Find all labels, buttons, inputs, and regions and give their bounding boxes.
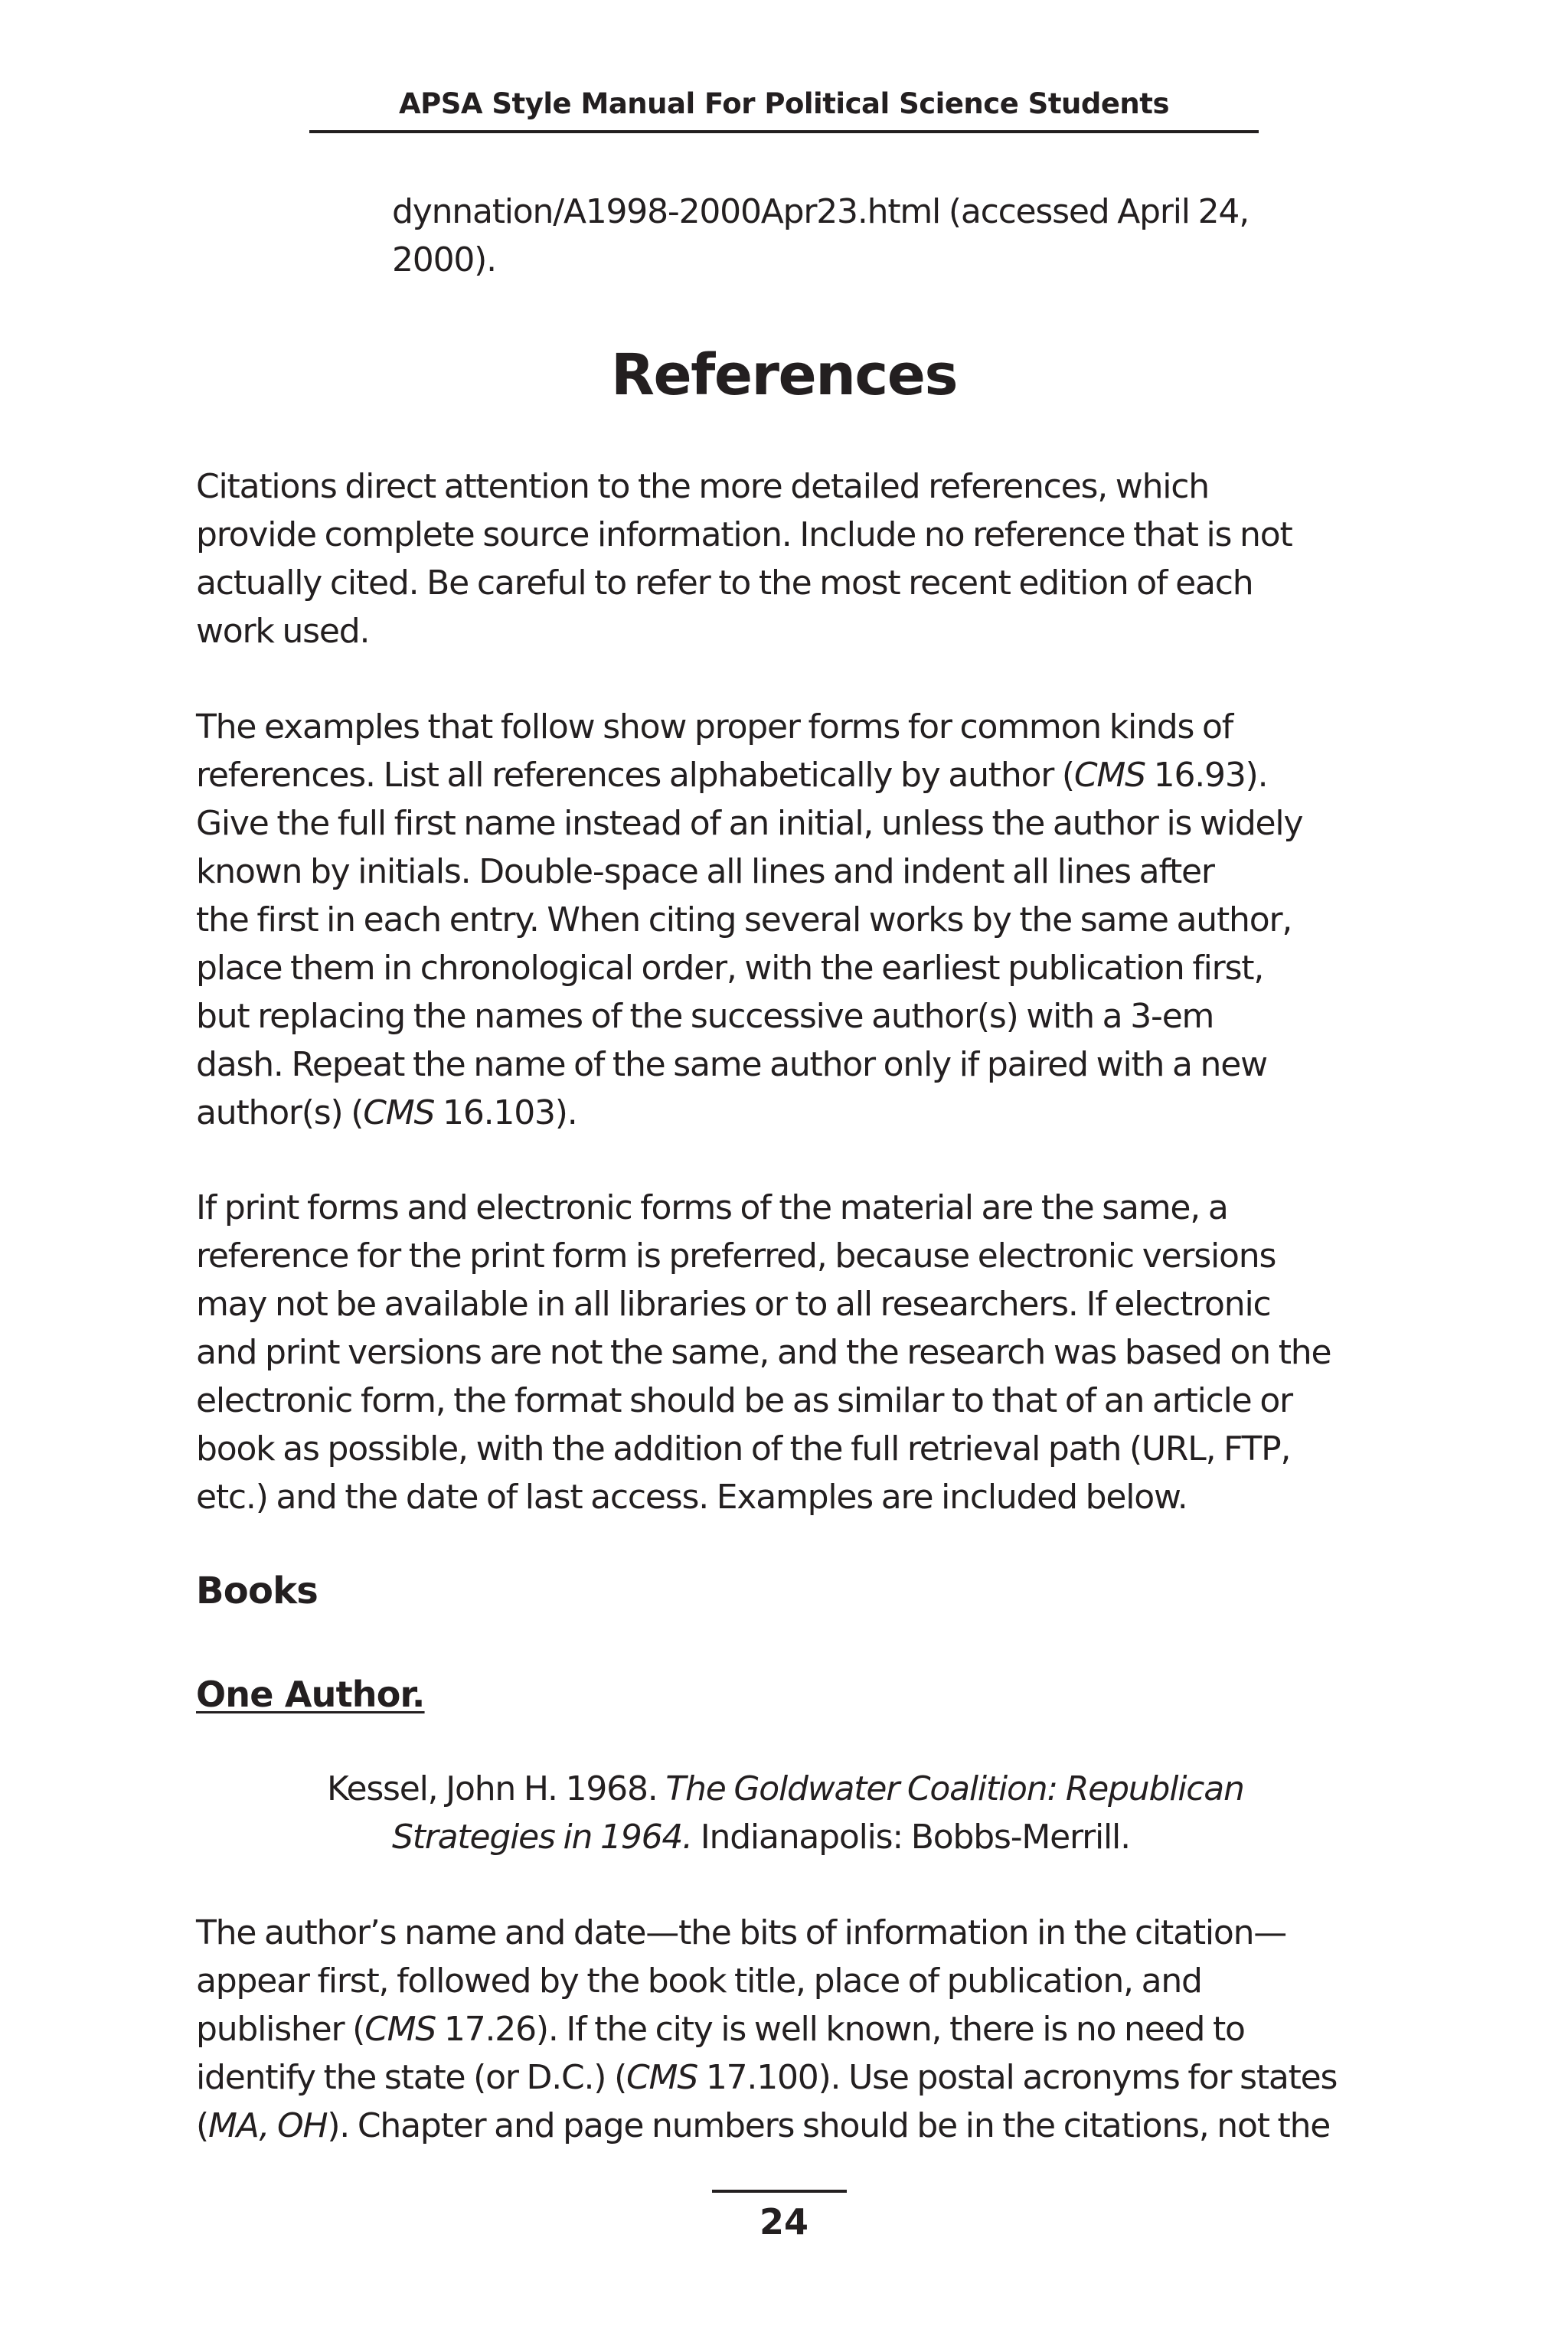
books-heading: Books (196, 1570, 318, 1612)
reference-title: Strategies in 1964. (392, 1818, 692, 1857)
page-number: 24 (759, 2201, 808, 2243)
text-line: but replacing the names of the successive author(s) with a 3-em (196, 997, 1214, 1036)
text-run: 17.100). Use postal acronyms for states (697, 2058, 1338, 2097)
paragraph-electronic (196, 1184, 1390, 1521)
paragraph-intro (196, 462, 1390, 655)
text-line (196, 2053, 1390, 2102)
text-line: Give the full first name instead of an initial, unless the author is widely (196, 804, 1303, 843)
reference-author-year: Kessel, John H. 1968. (327, 1769, 666, 1808)
text-line: electronic form, the format should be as similar to that of an article or (196, 1381, 1292, 1420)
paragraph-examples (196, 703, 1390, 1137)
section-title: References (610, 342, 958, 408)
text-line: work used. (196, 612, 370, 651)
text-line: place them in chronological order, with the earliest publication first, (196, 949, 1264, 988)
text-line: If print forms and electronic forms of the material are the same, a (196, 1188, 1228, 1227)
text-run: 16.103). (434, 1093, 577, 1132)
text-line: provide complete source information. Include no reference that is not (196, 515, 1292, 554)
text-run: ). Chapter and page numbers should be in the citations, not the (327, 2106, 1331, 2145)
continuation-line: 2000). (392, 240, 496, 279)
text-run: 17.26). If the city is well known, there is no need to (436, 2010, 1245, 2049)
text-run: references. List all references alphabetically by author ( (196, 756, 1074, 795)
text-run: identify the state (or D.C.) ( (196, 2058, 627, 2097)
text-line: actually cited. Be careful to refer to the most recent edition of each (196, 564, 1253, 603)
cms-abbrev: CMS (1073, 756, 1145, 795)
text-line (196, 2005, 1390, 2053)
text-line (196, 751, 1390, 799)
reference-publisher: Indianapolis: Bobbs-Merrill. (691, 1818, 1130, 1857)
reference-title: The Goldwater Coalition: Republican (665, 1769, 1244, 1808)
cms-abbrev: CMS (363, 1093, 435, 1132)
reference-example (327, 1765, 1387, 1861)
text-line: the first in each entry. When citing several works by the same author, (196, 900, 1292, 939)
one-author-subheading: One Author. (196, 1674, 425, 1715)
url-continuation (392, 188, 1387, 284)
cms-abbrev: CMS (364, 2010, 436, 2049)
page-number-rule (712, 2190, 847, 2193)
text-line: and print versions are not the same, and the research was based on the (196, 1333, 1331, 1372)
state-acronyms: MA, OH (207, 2106, 328, 2145)
text-line: The author’s name and date—the bits of information in the citation— (196, 1913, 1287, 1952)
paragraph-author-explanation (196, 1909, 1390, 2150)
text-line: book as possible, with the addition of the full retrieval path (URL, FTP, (196, 1429, 1291, 1468)
text-line: etc.) and the date of last access. Examples are included below. (196, 1478, 1187, 1517)
text-line: reference for the print form is preferred, because electronic versions (196, 1236, 1276, 1276)
running-head: APSA Style Manual For Political Science Students (398, 87, 1169, 120)
text-line: The examples that follow show proper forms for common kinds of (196, 707, 1233, 746)
header-rule (309, 130, 1259, 133)
text-line: dash. Repeat the name of the same author only if paired with a new (196, 1045, 1267, 1084)
text-line (196, 2102, 1390, 2150)
text-run: ( (196, 2106, 208, 2145)
text-line: Citations direct attention to the more detailed references, which (196, 467, 1209, 506)
cms-abbrev: CMS (626, 2058, 698, 2097)
text-line: may not be available in all libraries or to all researchers. If electronic (196, 1285, 1271, 1324)
text-line (196, 1089, 1390, 1137)
text-line: known by initials. Double-space all lines and indent all lines after (196, 852, 1214, 891)
continuation-line: dynnation/A1998-2000Apr23.html (accessed April 24, (392, 192, 1249, 231)
text-run: author(s) ( (196, 1093, 364, 1132)
text-line: appear first, followed by the book title, place of publication, and (196, 1962, 1202, 2001)
text-run: 16.93). (1145, 756, 1268, 795)
text-run: publisher ( (196, 2010, 365, 2049)
